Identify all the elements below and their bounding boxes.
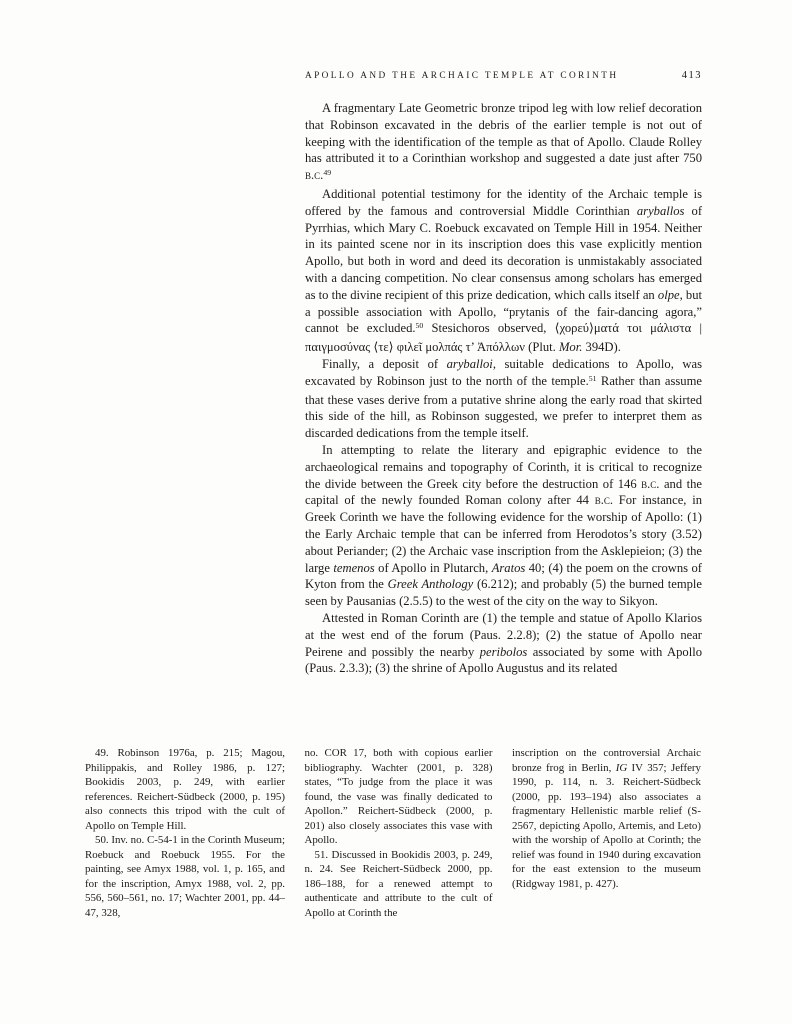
footnote-49: 49. Robinson 1976a, p. 215; Magou, Philippakis, and Rolley 1986, p. 127; Bookidis 2003, p. 249, with earlier references. Reichert-Südbeck (2000, p. 195) also connects this tripod with the cult of Apollo on Temple Hill.	[85, 747, 285, 832]
footnote-51: 51. Discussed in Bookidis 2003, p. 249, n. 24. See Reichert-Südbeck 2000, pp. 186–188, for a renewed attempt to authenticate and attribute to the cult of Apollo at Corinth the	[304, 848, 493, 920]
page-number: 413	[681, 70, 702, 81]
running-head	[305, 70, 702, 81]
running-head-title: APOLLO AND THE ARCHAIC TEMPLE AT CORINTH	[305, 71, 619, 81]
body-paragraph-1: A fragmentary Late Geometric bronze tripod leg with low relief decoration that Robinson excavated in the debris of the earlier temple is not out of keeping with the identification of the temple as that of Apollo. Claude Rolley has attributed it to a Corinthian workshop and suggested a date just after 750 b.c.$^{49}$	[305, 101, 702, 183]
body-paragraph-3: Finally, a deposit of aryballoi, suitable dedications to Apollo, was excavated by Robinson just to the north of the temple.$^{51}$ Rather than assume that these vases derive from a putative shrine along the early road that skirted this side of the hill, as Robinson suggested, we prefer to interpret them as discarded dedications from the temple itself.	[305, 356, 702, 441]
footnotes	[85, 746, 701, 921]
footnote-column-3	[512, 746, 701, 921]
body-paragraph-2: Additional potential testimony for the identity of the Archaic temple is offered by the famous and controversial Middle Corinthian aryballos of Pyrrhias, which Mary C. Roebuck excavated on Temple Hill in 1954. Neither in its painted scene nor in its inscription does this vase explicitly mention Apollo, but both in word and deed its decoration is unmistakably associated with a dancing competition. No clear consensus among scholars has emerged as to the divine recipient of this prize dedication, which calls itself an olpe, but a possible association with Apollo, “prytanis of the fair-dancing agora,” cannot be excluded.$^{50}$ Stesichoros observed, ⟨χορεύ⟩ματά τοι μάλιστα | παιγμοσύνας ⟨τε⟩ φιλεῖ μολπάς τ’ Ἀπόλλων (Plut. Mor. 394D).	[305, 186, 703, 355]
footnote-50: 50. Inv. no. C-54-1 in the Corinth Museum; Roebuck and Roebuck 1955. For the painting, see Amyx 1988, vol. 1, p. 165, and for the inscription, Amyx 1988, vol. 2, pp. 556, 560–561, no. 17; Wachter 2001, pp. 44–47, 328,	[85, 834, 285, 920]
footnote-51-continued: inscription on the controversial Archaic bronze frog in Berlin, IG IV 357; Jeffery 1990, p. 114, n. 3. Reichert-Südbeck (2000, pp. 193–194) also associates a fragmentary Hellenistic marble relief (S-2567, depicting Apollo, Artemis, and Leto) with the worship of Apollo at Corinth; the relief was found in 1940 during excavation for the east extension to the museum (Ridgway 1981, p. 427).	[512, 747, 701, 890]
footnote-50-continued: no. COR 17, both with copious earlier bibliography. Wachter (2001, p. 328) states, “To judge from the place it was found, the vase was finally dedicated to Apollon.” Reichert-Südbeck (2000, p. 201) also closely associates this vase with Apollo.	[304, 747, 493, 847]
body-text	[305, 100, 702, 677]
footnote-column-1	[85, 746, 285, 921]
body-paragraph-4: In attempting to relate the literary and epigraphic evidence to the archaeological remains and topography of Corinth, it is critical to recognize the divide between the Greek city before the destruction of 146 b.c. and the capital of the newly founded Roman colony after 44 b.c. For instance, in Greek Corinth we have the following evidence for the worship of Apollo: (1) the Early Archaic temple that can be inferred from Herodotos’s story (3.52) about Periander; (2) the Archaic vase inscription from the Asklepieion; (3) the large temenos of Apollo in Plutarch, Aratos 40; (4) the poem on the crowns of Kyton from the Greek Anthology (6.212); and probably (5) the burned temple seen by Pausanias (2.5.5) to the west of the city on the way to Sikyon.	[305, 442, 703, 609]
footnote-column-2	[305, 746, 493, 921]
body-paragraph-5: Attested in Roman Corinth are (1) the temple and statue of Apollo Klarios at the west end of the forum (Paus. 2.2.8); (2) the statue of Apollo near Peirene and possibly the nearby peribolos associated by some with Apollo (Paus. 2.3.3); (3) the shrine of Apollo Augustus and its related	[305, 610, 702, 676]
